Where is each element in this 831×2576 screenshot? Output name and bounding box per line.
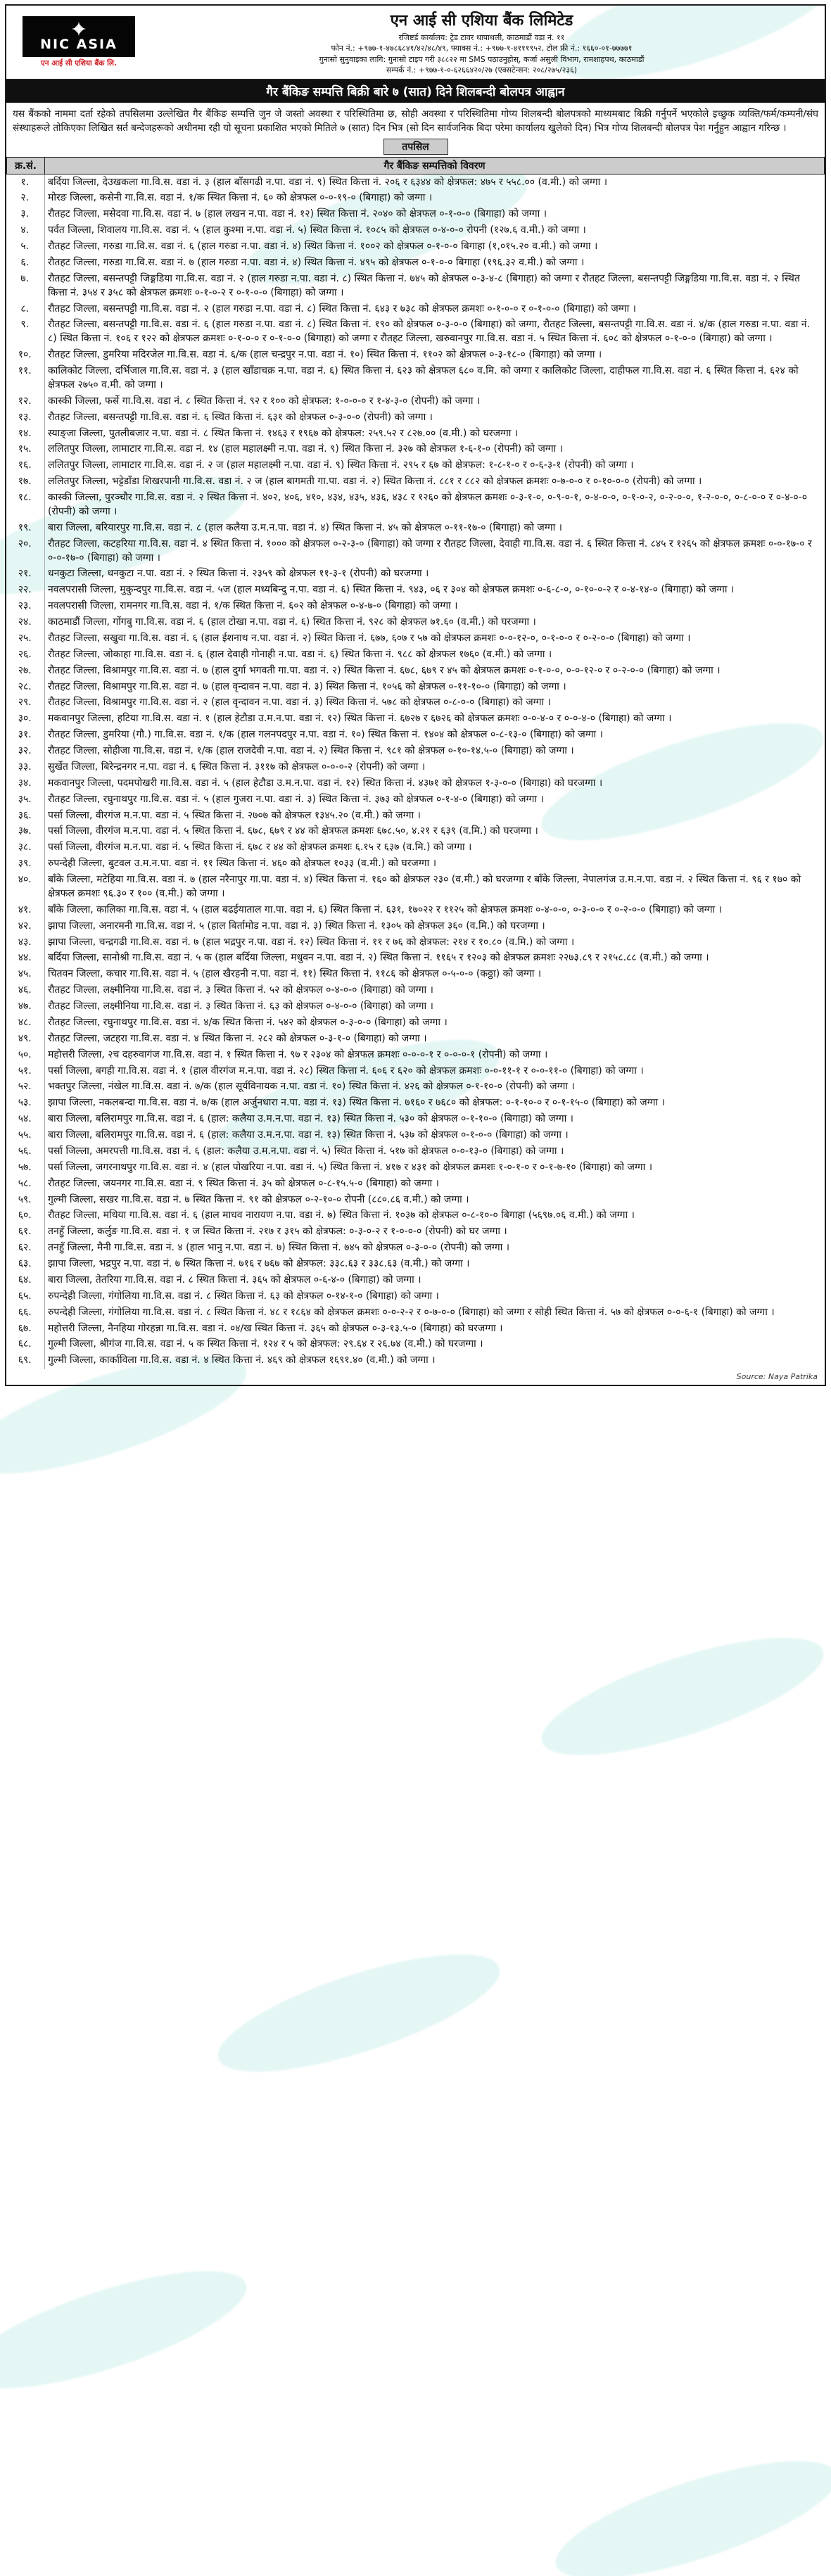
row-property-description: काठमाडौं जिल्ला, गोंगबु गा.वि.स. वडा नं. ६ (हाल टोखा न.पा. वडा नं. ६) स्थित कित्ता नं. ९२८ को क्षेत्रफल ७१.६० (व.मी.) को घरजग्गा । bbox=[48, 616, 536, 628]
row-property-description: पर्सा जिल्ला, वीरगंज म.न.पा. वडा नं. ५ स्थित कित्ता नं. २७०७ को क्षेत्रफल १३४५.२० (व.मी.) को जग्गा । bbox=[48, 809, 421, 821]
table-row bbox=[7, 902, 825, 918]
table-row bbox=[7, 1257, 825, 1273]
notice-page bbox=[5, 4, 826, 1386]
row-serial-number: १२. bbox=[7, 393, 45, 410]
table-row bbox=[7, 630, 825, 647]
row-serial-number: ४६. bbox=[7, 983, 45, 999]
row-property-description: गुल्मी जिल्ला, कार्काविला गा.वि.स. वडा नं. ४ स्थित कित्ता नं. ४६९ को क्षेत्रफल १६९१.४० (व.मी.) को जग्गा । bbox=[48, 1354, 436, 1366]
row-serial-number: १८. bbox=[7, 490, 45, 521]
row-property-description: रुपन्देही जिल्ला, बुटवल उ.म.न.पा. वडा नं. ११ स्थित कित्ता नं. ४६० को क्षेत्रफल १०३३ (व.मी.) को घरजग्गा । bbox=[48, 858, 437, 870]
row-property-description: रौतहट जिल्ला, विश्रामपुर गा.वि.स. वडा नं. ७ (हाल दुर्गा भगवती गा.पा. वडा नं. २) स्थित कित्ता नं. ६७८, ६७९ र ४५ को क्षेत्रफल क्रमशः ०-१-०-०, ०-०-१२-० र ०-२-०-० (बिगाहा) को जग्गा । bbox=[48, 664, 721, 676]
row-property-description: रौतहट जिल्ला, बसन्तपट्टी गा.वि.स. वडा नं. ६ (हाल गरुडा न.पा. वडा नं. ८) स्थित कित्ता नं. १९० को क्षेत्रफल ०-३-०-० (बिगाहा) को जग्गा, रौतहट जिल्ला, बसन्तपट्टी गा.वि.स. वडा नं. ४/क (हाल गरुडा न.पा. वडा नं. ८) स्थित कित्ता नं. १०६ र १२२ को क्षेत्रफल क्रमशः ०-१-०-० र ०-१-०-० (बिगाहा) को जग्गा र रौतहट जिल्ला, खरुवानपुर गा.वि.स. वडा नं. ५ स्थित कित्ता नं. ६०८ को क्षेत्रफल ०-१-०-० (बिगाहा) को जग्गा । bbox=[48, 319, 811, 345]
row-serial-number: ५५. bbox=[7, 1128, 45, 1144]
row-property-description: रौतहट जिल्ला, बसन्तपट्टी गा.वि.स. वडा नं. ६ स्थित कित्ता नं. ६३१ को क्षेत्रफल ०-३-०-० (रोपनी) को जग्गा । bbox=[48, 411, 433, 423]
row-serial-number: ५३. bbox=[7, 1096, 45, 1112]
logo-brand-text: NIC ASIA bbox=[40, 36, 118, 52]
table-row bbox=[7, 824, 825, 840]
row-property-description: रौतहट जिल्ला, डुमरिया (गौ.) गा.वि.स. वडा नं. १/क (हाल गलनपदपुर न.पा. वडा नं. १०) स्थित कित्ता नं. १४०४ को क्षेत्रफल ०-८-१३-० (बिगाहा) को जग्गा । bbox=[48, 729, 603, 741]
row-property-description: पर्सा जिल्ला, वीरगंज म.न.पा. वडा नं. ५ स्थित कित्ता नं. ६७८ र ४४ को क्षेत्रफल क्रमशः ६.१५ र ६३७ (व.मि.) को जग्गा । bbox=[48, 842, 472, 854]
row-property-description: मोरङ जिल्ला, कसेनी गा.वि.स. वडा नं. १/क स्थित कित्ता नं. ६० को क्षेत्रफल ०-०-१९-० (बिगाहा) को जग्गा । bbox=[48, 192, 433, 204]
table-row bbox=[7, 934, 825, 951]
row-serial-number: १९. bbox=[7, 520, 45, 536]
row-serial-number: ५७. bbox=[7, 1160, 45, 1176]
row-property-description: कास्की जिल्ला, पुरञ्चौर गा.वि.स. वडा नं. २ स्थित कित्ता नं. ४०२, ४०६, ४१०, ४३४, ४३५, ४३६, ४३८ र १२६० को क्षेत्रफल क्रमशः ०-३-१-०, ०-९-०-१, ०-४-०-०, ०-१-०-२, ०-२-०-०, १-२-०-०, ०-८-०-० र ०-४-०-० (रोपनी) को जग्गा । bbox=[48, 492, 808, 517]
row-serial-number: ५८. bbox=[7, 1176, 45, 1192]
row-property-description: रौतहट जिल्ला, रघुनाथपुर गा.वि.स. वडा नं. ५ (हाल गुजरा न.पा. वडा नं. ३) स्थित कित्ता नं. ३७३ को क्षेत्रफल ०-१-४-० (बिगाहा) को जग्गा । bbox=[48, 793, 544, 805]
table-row bbox=[7, 663, 825, 679]
row-serial-number: ३७. bbox=[7, 824, 45, 840]
row-serial-number: ६२. bbox=[7, 1241, 45, 1257]
table-row bbox=[7, 239, 825, 255]
row-property-description: कास्की जिल्ला, फर्से गा.वि.स. वडा नं. ८ स्थित कित्ता नं. ९२ र १०० को क्षेत्रफल: १-०-०-० र १-४-३-० (रोपनी) को जग्गा । bbox=[48, 395, 481, 407]
table-row bbox=[7, 1288, 825, 1305]
table-header-row bbox=[7, 158, 825, 175]
notice-header bbox=[6, 6, 825, 80]
row-serial-number: ३५. bbox=[7, 792, 45, 808]
row-serial-number: ३९. bbox=[7, 856, 45, 873]
tapasil-label: तपसिल bbox=[383, 139, 448, 155]
row-serial-number: १३. bbox=[7, 410, 45, 426]
row-serial-number: २६. bbox=[7, 647, 45, 663]
row-serial-number: १६. bbox=[7, 458, 45, 474]
row-serial-number: ६५. bbox=[7, 1288, 45, 1305]
table-row bbox=[7, 792, 825, 808]
row-serial-number: १०. bbox=[7, 348, 45, 364]
row-serial-number: ४९. bbox=[7, 1031, 45, 1047]
table-row bbox=[7, 566, 825, 583]
row-serial-number: ५४. bbox=[7, 1112, 45, 1128]
nic-asia-logo bbox=[12, 16, 146, 68]
row-property-description: रौतहट जिल्ला, बसन्तपट्टी गा.वि.स. वडा नं. २ (हाल गरुडा न.पा. वडा नं. ८) स्थित कित्ता नं. ६४३ र ७३८ को क्षेत्रफल क्रमशः ०-१-०-० र ०-१-०-० (बिगाहा) को जग्गा । bbox=[48, 303, 636, 315]
table-row bbox=[7, 271, 825, 301]
bank-name: एन आई सी एशिया बैंक लिमिटेड bbox=[390, 12, 573, 30]
row-property-description: रौतहट जिल्ला, सोहीजा गा.वि.स. वडा नं. १/क (हाल राजदेवी न.पा. वडा नं. २) स्थित कित्ता नं. ९८१ को क्षेत्रफल ०-१०-१४.५-० (बिगाहा) को जग्गा । bbox=[48, 745, 574, 757]
row-serial-number: २९. bbox=[7, 695, 45, 711]
row-property-description: ललितपुर जिल्ला, लामाटार गा.वि.स. वडा नं. १४ (हाल महालक्ष्मी न.पा. वडा नं. ९) स्थित कित्ता नं. ३२७ को क्षेत्रफल १-६-१-० (रोपनी) को जग्गा । bbox=[48, 443, 564, 455]
row-serial-number: ५. bbox=[7, 239, 45, 255]
row-property-description: रौतहट जिल्ला, जयनगर गा.वि.स. वडा नं. ९ स्थित कित्ता नं. ३५ को क्षेत्रफल ०-८-१५.५-० (बिगाहा) को जग्गा । bbox=[48, 1177, 439, 1189]
row-property-description: पर्वत जिल्ला, शिवालय गा.वि.स. वडा नं. ५ (हाल कुश्मा न.पा. वडा नं. ५) स्थित कित्ता नं. १०८५ को क्षेत्रफल ०-४-०-० रोपनी (१२७.६ व.मी.) को जग्गा । bbox=[48, 224, 586, 236]
table-row bbox=[7, 918, 825, 934]
column-header-sn: क्र.सं. bbox=[7, 158, 45, 175]
table-row bbox=[7, 775, 825, 792]
table-row bbox=[7, 364, 825, 394]
row-serial-number: १७. bbox=[7, 474, 45, 490]
table-row bbox=[7, 1063, 825, 1079]
table-row bbox=[7, 759, 825, 775]
table-row bbox=[7, 1337, 825, 1353]
table-row bbox=[7, 1176, 825, 1192]
row-property-description: झापा जिल्ला, नकलबन्दा गा.वि.स. वडा नं. ७/क (हाल अर्जुनधारा न.पा. वडा नं. १३) स्थित कित्ता नं. ७१६० र ७६८० को क्षेत्रफल: ०-१-१०-० र ०-१-१५-० (बिगाहा) को जग्गा । bbox=[48, 1097, 665, 1109]
table-row bbox=[7, 1096, 825, 1112]
row-serial-number: ३. bbox=[7, 207, 45, 223]
row-serial-number: २३. bbox=[7, 599, 45, 615]
row-property-description: रौतहट जिल्ला, मथिया गा.वि.स. वडा नं. ६ (हाल माधव नारायण न.पा. वडा नं. ७) स्थित कित्ता नं. १०३७ को क्षेत्रफल ०-८-१०-० बिगाहा (५६९७.०६ व.मी.) को जग्गा । bbox=[48, 1210, 635, 1222]
table-row bbox=[7, 1160, 825, 1176]
table-row bbox=[7, 317, 825, 348]
table-row bbox=[7, 1353, 825, 1369]
table-row bbox=[7, 474, 825, 490]
row-serial-number: ४५. bbox=[7, 967, 45, 983]
row-property-description: रौतहट जिल्ला, विश्रामपुर गा.वि.स. वडा नं. ७ (हाल वृन्दावन न.पा. वडा नं. ३) स्थित कित्ता नं. १०५६ को क्षेत्रफल ०-११-१०-० (बिगाहा) को जग्गा । bbox=[48, 680, 566, 692]
row-property-description: तनहुँ जिल्ला, मैनी गा.वि.स. वडा नं. ४ (हाल भानु न.पा. वडा नं. ७) स्थित कित्ता नं. ७४५ को क्षेत्रफल ०-३-०-० (रोपनी) को जग्गा । bbox=[48, 1242, 509, 1254]
row-serial-number: ४७. bbox=[7, 999, 45, 1015]
logo-tagline: एन आई सी एशिया बैंक लि. bbox=[41, 59, 117, 68]
table-row bbox=[7, 744, 825, 760]
notice-intro: यस बैंकको नाममा दर्ता रहेको तपसिलमा उल्लेखित गैर बैंकिङ सम्पत्ति जुन जे जस्तो अवस्था र परिस्थितिमा छ, सोही अवस्था र परिस्थितिमा गोप्य शिलबन्दी बोलपत्रको माध्यमबाट बिक्री गर्नुपर्ने भएकोले इच्छुक व्यक्ति/फर्म/कम्पनी/संघ संस्थाहरूले तोकिएका लिखित सर्त बन्देजहरूको अधीनमा रही यो सूचना प्रकाशित भएको मितिले ७ (सात) दिन भित्र (सो दिन सार्वजनिक बिदा परेमा कार्यालय खुलेको दिन) भित्र गोप्य शिलबन्दी बोलपत्र पेश गर्नुहुन आह्वान गरिन्छ । bbox=[13, 108, 818, 134]
table-row bbox=[7, 1241, 825, 1257]
row-serial-number: ८. bbox=[7, 301, 45, 317]
row-property-description: रौतहट जिल्ला, डुमरिया मदिरजेल गा.वि.स. वडा नं. ६/क (हाल चन्द्रपुर न.पा. वडा नं. १०) स्थित कित्ता नं. ११०२ को क्षेत्रफल ०-३-१८-० (बिगाहा) को जग्गा । bbox=[48, 349, 602, 361]
row-property-description: रौतहट जिल्ला, सखुवा गा.वि.स. वडा नं. ६ (हाल ईशनाथ न.पा. वडा नं. २) स्थित कित्ता नं. ६७७, ६०७ र ५७ को क्षेत्रफल क्रमशः ०-०-१२-०, ०-१-०-० र ०-२-०-० (बिगाहा) को जग्गा । bbox=[48, 632, 691, 644]
table-row bbox=[7, 223, 825, 239]
row-property-description: ललितपुर जिल्ला, लामाटार गा.वि.स. वडा नं. २ ज (हाल महालक्ष्मी न.पा. वडा नं. ९) स्थित कित्ता नं. २९५ र ६७ को क्षेत्रफल: १-८-१-० र ०-६-३-१ (रोपनी) को जग्गा । bbox=[48, 459, 634, 471]
row-serial-number: २०. bbox=[7, 536, 45, 566]
row-property-description: नवलपरासी जिल्ला, रामनगर गा.वि.स. वडा नं. १/क स्थित कित्ता नं. ६०२ को क्षेत्रफल ०-४-७-० (बिगाहा) को जग्गा । bbox=[48, 600, 458, 612]
table-row bbox=[7, 1128, 825, 1144]
row-property-description: मकवानपुर जिल्ला, हटिया गा.वि.स. वडा नं. १ (हाल हेटौडा उ.म.न.पा. वडा नं. १२) स्थित कित्ता नं. ६७२७ र ६७२६ को क्षेत्रफल क्रमशः ०-०-४-० र ०-०-४-० (बिगाहा) को जग्गा । bbox=[48, 713, 672, 725]
table-row bbox=[7, 695, 825, 711]
row-serial-number: ४४. bbox=[7, 951, 45, 967]
table-row bbox=[7, 856, 825, 873]
table-row bbox=[7, 951, 825, 967]
column-header-description: गैर बैंकिङ सम्पत्तिको विवरण bbox=[45, 158, 825, 175]
row-serial-number: २८. bbox=[7, 679, 45, 695]
row-property-description: रौतहट जिल्ला, जोकाहा गा.वि.स. वडा नं. ६ (हाल देवाही गोनाही न.पा. वडा नं. ६) स्थित कित्ता नं. ९८८ को क्षेत्रफल १७६० (व.मी.) को जग्गा । bbox=[48, 648, 552, 660]
row-property-description: स्याङ्जा जिल्ला, पुतलीबजार न.पा. वडा नं. ८ स्थित कित्ता नं. १४६३ र १९६७ को क्षेत्रफल: २५९.५२ र ८२७.०० (व.मी.) को घरजग्गा । bbox=[48, 427, 519, 439]
row-serial-number: ५२. bbox=[7, 1079, 45, 1096]
row-property-description: चितवन जिल्ला, कचार गा.वि.स. वडा नं. ५ (हाल खैरहनी न.पा. वडा नं. ११) स्थित कित्ता नं. ११८६ को क्षेत्रफल ०-५-०-० (कठ्ठा) को जग्गा । bbox=[48, 968, 542, 980]
notice-title: गैर बैंकिङ सम्पत्ति बिक्री बारे ७ (सात) दिने शिलबन्दी बोलपत्र आह्वान bbox=[6, 80, 825, 103]
row-property-description: रौतहट जिल्ला, मसेदवा गा.वि.स. वडा नं. ७ (हाल लखन न.पा. वडा नं. १२) स्थित कित्ता नं. २०४० को क्षेत्रफल ०-१-०-० (बिगाहा) को जग्गा । bbox=[48, 208, 547, 220]
row-property-description: झापा जिल्ला, भद्रपुर न.पा. वडा नं. ७ स्थित कित्ता नं. ७१६ र ७६७ को क्षेत्रफल: ३३८.६३ र ३३८.६३ (व.मी.) को जग्गा । bbox=[48, 1258, 470, 1270]
row-property-description: बर्दिया जिल्ला, सानोश्री गा.वि.स. वडा नं. ५ क (हाल बर्दिया जिल्ला, मधुवन न.पा. वडा नं. २) स्थित कित्ता नं. ११६५ र १२०३ को क्षेत्रफल क्रमशः २२७३.८९ र २१५८.८८ (व.मी.) को जग्गा । bbox=[48, 952, 709, 964]
row-serial-number: २५. bbox=[7, 630, 45, 647]
table-row bbox=[7, 679, 825, 695]
logo-box bbox=[23, 16, 135, 57]
row-property-description: पर्सा जिल्ला, वीरगंज म.न.पा. वडा नं. ५ स्थित कित्ता नं. ६७८, ६७९ र ४४ को क्षेत्रफल क्रमशः ६७८.५०, ४.२१ र ६३९ (व.मि.) को घरजग्गा । bbox=[48, 825, 538, 837]
row-serial-number: २१. bbox=[7, 566, 45, 583]
row-serial-number: २. bbox=[7, 191, 45, 207]
property-table bbox=[6, 157, 825, 1369]
table-row bbox=[7, 1015, 825, 1031]
row-property-description: रौतहट जिल्ला, रघुनाथपुर गा.वि.स. वडा नं. ४/क स्थित कित्ता नं. ५४२ को क्षेत्रफल ०-३-०-० (बिगाहा) को जग्गा । bbox=[48, 1016, 448, 1028]
row-serial-number: २४. bbox=[7, 615, 45, 631]
row-property-description: नवलपरासी जिल्ला, मुकुन्दपुर गा.वि.स. वडा नं. ५ज (हाल मध्यबिन्दु न.पा. वडा नं. ६) स्थित कित्ता नं. ९४३, ०६ र ३०४ को क्षेत्रफल क्रमशः ०-६-८-०, ०-१०-०-२ र ०-४-१४-० (बिगाहा) को जग्गा । bbox=[48, 584, 735, 596]
row-property-description: बर्दिया जिल्ला, देउखकला गा.वि.स. वडा नं. ३ (हाल बाँसगढी न.पा. वडा नं. ९) स्थित कित्ता नं. २०६ र ६३४४ को क्षेत्रफल: ४७५ र ५५८.०० (व.मी.) को जग्गा । bbox=[48, 176, 607, 188]
row-serial-number: ३८. bbox=[7, 840, 45, 856]
row-serial-number: ४. bbox=[7, 223, 45, 239]
row-serial-number: ३६. bbox=[7, 808, 45, 824]
table-row bbox=[7, 873, 825, 903]
row-property-description: महोत्तरी जिल्ला, नैनहिया गोरहन्ना गा.वि.स. वडा नं. ०४/ख स्थित कित्ता नं. ३६५ को क्षेत्रफल ०-३-१३.५-० (बिगाहा) को घरजग्गा । bbox=[48, 1322, 503, 1334]
row-serial-number: २२. bbox=[7, 583, 45, 599]
row-serial-number: ५०. bbox=[7, 1047, 45, 1063]
table-row bbox=[7, 999, 825, 1015]
table-row bbox=[7, 840, 825, 856]
row-property-description: धनकुटा जिल्ला, धनकुटा न.पा. वडा नं. २ स्थित कित्ता नं. २३५९ को क्षेत्रफल ११-३-१ (रोपनी) को घरजग्गा । bbox=[48, 568, 429, 580]
row-serial-number: ४२. bbox=[7, 918, 45, 934]
table-row bbox=[7, 1031, 825, 1047]
row-serial-number: ६. bbox=[7, 255, 45, 271]
row-property-description: बारा जिल्ला, बलिरामपुर गा.वि.स. वडा नं. ६ (हाल: कलैया उ.म.न.पा. वडा नं. १३) स्थित कित्ता नं. ५३७ को क्षेत्रफल ०-१-०-० (बिगाहा) को जग्गा । bbox=[48, 1129, 569, 1141]
table-row bbox=[7, 711, 825, 728]
table-row bbox=[7, 490, 825, 521]
table-row bbox=[7, 1047, 825, 1063]
row-property-description: ललितपुर जिल्ला, भट्टेडाँडा शिखरपानी गा.वि.स. वडा नं. २ ज (हाल बागमती गा.पा. वडा नं. २) स्थित कित्ता नं. ८८१ र ८८२ को क्षेत्रफल क्रमशः ०-७-०-० र ०-१०-०-० (रोपनी) को जग्गा । bbox=[48, 476, 702, 488]
table-row bbox=[7, 536, 825, 566]
row-property-description: रौतहट जिल्ला, जटहरा गा.वि.स. वडा नं. ४ स्थित कित्ता नं. २८२ को क्षेत्रफल ०-३-१-० (बिगाहा) को जग्गा । bbox=[48, 1032, 427, 1044]
table-row bbox=[7, 1305, 825, 1321]
row-serial-number: ६८. bbox=[7, 1337, 45, 1353]
row-property-description: पर्सा जिल्ला, जगरनाथपुर गा.वि.स. वडा नं. ४ (हाल पोखरिया न.पा. वडा नं. ५) स्थित कित्ता नं. ४१७ र ४३१ को क्षेत्रफल क्रमशः १-०-१-० र ०-१-७-१० (बिगाहा) को जग्गा । bbox=[48, 1161, 653, 1173]
row-serial-number: ६०. bbox=[7, 1208, 45, 1224]
row-property-description: गुल्मी जिल्ला, श्रीगंज गा.वि.स. वडा नं. ५ क स्थित कित्ता नं. १२४ र ५ को क्षेत्रफल: २९.६४ र २६.७४ (व.मी.) को घरजग्गा । bbox=[48, 1338, 483, 1350]
row-serial-number: ७. bbox=[7, 271, 45, 301]
table-row bbox=[7, 348, 825, 364]
row-serial-number: १. bbox=[7, 175, 45, 191]
row-property-description: मकवानपुर जिल्ला, पदमपोखरी गा.वि.स. वडा नं. ५ (हाल हेटौडा उ.म.न.पा. वडा नं. १२) स्थित कित्ता नं. ४३७१ को क्षेत्रफल १-३-०-० (बिगाहा) को घरजग्गा । bbox=[48, 777, 603, 789]
row-serial-number: ४३. bbox=[7, 934, 45, 951]
table-row bbox=[7, 393, 825, 410]
table-row bbox=[7, 583, 825, 599]
row-serial-number: ३१. bbox=[7, 728, 45, 744]
row-property-description: रुपन्देही जिल्ला, गंगोलिया गा.वि.स. वडा नं. ८ स्थित कित्ता नं. ४८ र १८६४ को क्षेत्रफल क्रमशः ०-०-२-२ र ०-७-०-० (बिगाहा) को जग्गा र सोही स्थित कित्ता नं. ५७ को क्षेत्रफल ०-०-६-१ (बिगाहा) को जग्गा । bbox=[48, 1306, 775, 1318]
row-property-description: रौतहट जिल्ला, बसन्तपट्टी जिङ्गडिया गा.वि.स. वडा नं. २ (हाल गरुडा न.पा. वडा नं. ८) स्थित कित्ता नं. ७४५ को क्षेत्रफल ०-३-४-८ (बिगाहा) को जग्गा र रौतहट जिल्ला, बसन्तपट्टी जिङ्गडिया गा.वि.स. वडा नं. २ स्थित कित्ता नं. ३५४ र ३५८ को क्षेत्रफल क्रमशः ०-१-०-२ र ०-१-०-० (बिगाहा) को जग्गा । bbox=[48, 272, 800, 298]
table-row bbox=[7, 615, 825, 631]
table-row bbox=[7, 301, 825, 317]
row-property-description: रौतहट जिल्ला, लक्ष्मीनिया गा.वि.स. वडा नं. ३ स्थित कित्ता नं. ५२ को क्षेत्रफल ०-४-०-० (बिगाहा) को जग्गा । bbox=[48, 984, 433, 996]
table-row bbox=[7, 1272, 825, 1288]
contact-line: सम्पर्क नं.: +९७७-१-०-६२६६४२०/२७ (एक्सटेन्सन: २०८/२७५/२३६) bbox=[386, 65, 578, 75]
table-row bbox=[7, 1192, 825, 1208]
row-property-description: झापा जिल्ला, अनारमनी गा.वि.स. वडा नं. ५ (हाल बिर्तामोड न.पा. वडा नं. ३) स्थित कित्ता नं. १३०५ को क्षेत्रफल ३६० (व.मि.) को घरजग्गा । bbox=[48, 920, 545, 932]
table-row bbox=[7, 1079, 825, 1096]
row-property-description: रौतहट जिल्ला, गरुडा गा.वि.स. वडा नं. ७ (हाल गरुडा न.पा. वडा नं. ४) स्थित कित्ता नं. ४९५ को क्षेत्रफल ०-१-०-० बिगाहा (१९६.३२ व.मी.) को जग्गा । bbox=[48, 256, 585, 268]
row-property-description: पर्सा जिल्ला, बगही गा.वि.स. वडा नं. १ (हाल वीरगंज म.न.पा. वडा नं. २८) स्थित कित्ता नं. ६०६ र ६२० को क्षेत्रफल क्रमशः ०-०-११-१ र ०-०-११-० (बिगाहा) को जग्गा । bbox=[48, 1065, 644, 1077]
row-serial-number: ४१. bbox=[7, 902, 45, 918]
row-property-description: तनहुँ जिल्ला, कर्लुङ गा.वि.स. वडा नं. १ ज स्थित कित्ता नं. २१७ र ३१५ को क्षेत्रफल: ०-३-०-२ र १-०-०-० (रोपनी) को घर जग्गा । bbox=[48, 1226, 507, 1238]
table-row bbox=[7, 458, 825, 474]
row-serial-number: ५६. bbox=[7, 1143, 45, 1160]
row-property-description: रुपन्देही जिल्ला, गंगोलिया गा.वि.स. वडा नं. ८ स्थित कित्ता नं. ६३ को क्षेत्रफल ०-१४-१-० (बिगाहा) को जग्गा । bbox=[48, 1290, 439, 1302]
table-row bbox=[7, 728, 825, 744]
row-property-description: बारा जिल्ला, बलिरामपुर गा.वि.स. वडा नं. ६ (हाल: कलैया उ.म.न.पा. वडा नं. १३) स्थित कित्ता नं. ५३० को क्षेत्रफल ०-१-१०-० (बिगाहा) को जग्गा । bbox=[48, 1113, 573, 1125]
row-property-description: बाँके जिल्ला, मटेहिया गा.वि.स. वडा नं. ७ (हाल नरैनापुर गा.पा. वडा नं. ४) स्थित कित्ता नं. १६० को क्षेत्रफल २३० (व.मी.) को घरजग्गा र बाँके जिल्ला, नेपालगंज उ.म.न.पा. वडा नं. २ स्थित कित्ता नं. ९६ र १७० को क्षेत्रफल क्रमशः ९६.३० र १०० (व.मी.) को जग्गा । bbox=[48, 874, 801, 899]
row-serial-number: ६७. bbox=[7, 1321, 45, 1337]
row-property-description: गुल्मी जिल्ला, सखर गा.वि.स. वडा नं. ७ स्थित कित्ता नं. ९१ को क्षेत्रफल ०-२-१०-० रोपनी (८८०.८६ व.मी.) को जग्गा । bbox=[48, 1193, 469, 1205]
row-serial-number: ३४. bbox=[7, 775, 45, 792]
row-property-description: रौतहट जिल्ला, कटहरिया गा.वि.स. वडा नं. ४ स्थित कित्ता नं. १००० को क्षेत्रफल ०-२-३-० (बिगाहा) को जग्गा र रौतहट जिल्ला, देवाही गा.वि.स. वडा नं. ६ स्थित कित्ता नं. ८४५ र १२६५ को क्षेत्रफल क्रमशः ०-०-१७-० र ०-०-१७-० (बिगाहा) को जग्गा । bbox=[48, 538, 812, 564]
header-center bbox=[146, 9, 818, 76]
row-serial-number: ६६. bbox=[7, 1305, 45, 1321]
row-serial-number: ९. bbox=[7, 317, 45, 348]
row-serial-number: ६१. bbox=[7, 1224, 45, 1241]
table-row bbox=[7, 1321, 825, 1337]
table-row bbox=[7, 983, 825, 999]
row-serial-number: १४. bbox=[7, 426, 45, 442]
row-property-description: रौतहट जिल्ला, गरुडा गा.वि.स. वडा नं. ६ (हाल गरुडा न.पा. वडा नं. ४) स्थित कित्ता नं. १००२ को क्षेत्रफल ०-१-०-० बिगाहा (१,०१५.२० व.मी.) को जग्गा । bbox=[48, 241, 598, 253]
row-serial-number: ६३. bbox=[7, 1257, 45, 1273]
row-property-description: कालिकोट जिल्ला, दर्भिजाल गा.वि.स. वडा नं. ३ (हाल खाँडाचक्र न.पा. वडा नं. ६) स्थित कित्ता नं. ६२३ को क्षेत्रफल ६८० व.मि. को जग्गा र कालिकोट जिल्ला, दाहीफल गा.वि.स. वडा नं. ६ स्थित कित्ता नं. ६२४ को क्षेत्रफल २७५० व.मी. को जग्गा । bbox=[48, 365, 799, 391]
row-serial-number: १५. bbox=[7, 442, 45, 458]
row-serial-number: ४८. bbox=[7, 1015, 45, 1031]
row-serial-number: ११. bbox=[7, 364, 45, 394]
table-row bbox=[7, 410, 825, 426]
source-credit: Source: Naya Patrika bbox=[736, 1371, 818, 1381]
row-property-description: बारा जिल्ला, बरियारपुर गा.वि.स. वडा नं. ८ (हाल कलैया उ.म.न.पा. वडा नं. ४) स्थित कित्ता नं. ४५ को क्षेत्रफल ०-११-१७-० (बिगाहा) को जग्गा । bbox=[48, 521, 562, 533]
table-row bbox=[7, 599, 825, 615]
table-row bbox=[7, 1112, 825, 1128]
star-icon bbox=[72, 22, 86, 36]
row-serial-number: ५९. bbox=[7, 1192, 45, 1208]
table-row bbox=[7, 967, 825, 983]
table-row bbox=[7, 191, 825, 207]
phone-line: फोन नं.: +९७७-१-४७८६८४१/४२/४८/४९, फ्याक्स नं.: +९७७-१-४१११९५२, टोल फ्री नं.: १६६०-०१-७७७७१ bbox=[331, 44, 633, 53]
row-property-description: रौतहट जिल्ला, विश्रामपुर गा.वि.स. वडा नं. २ (हाल वृन्दावन न.पा. वडा नं. ३) स्थित कित्ता नं. ५७८ को क्षेत्रफल ०-८-०-० (बिगाहा) को जग्गा । bbox=[48, 697, 551, 709]
table-row bbox=[7, 520, 825, 536]
row-serial-number: ४०. bbox=[7, 873, 45, 903]
row-property-description: बारा जिल्ला, तेतरिया गा.वि.स. वडा नं. ८ स्थित कित्ता नं. ३६५ को क्षेत्रफल ०-६-४-० (बिगाहा) को जग्गा । bbox=[48, 1274, 421, 1286]
table-row bbox=[7, 1224, 825, 1241]
row-serial-number: ५१. bbox=[7, 1063, 45, 1079]
table-row bbox=[7, 647, 825, 663]
table-row bbox=[7, 175, 825, 191]
table-row bbox=[7, 808, 825, 824]
row-serial-number: ३२. bbox=[7, 744, 45, 760]
table-row bbox=[7, 207, 825, 223]
row-property-description: रौतहट जिल्ला, लक्ष्मीनिया गा.वि.स. वडा नं. ३ स्थित कित्ता नं. ६३ को क्षेत्रफल ०-४-०-० (बिगाहा) को जग्गा । bbox=[48, 1001, 433, 1013]
table-row bbox=[7, 442, 825, 458]
table-row bbox=[7, 426, 825, 442]
grievance-line: गुनासो सुनुवाइका लागि: गुनासो टाइप गरी ३८८२२ मा SMS पठाउनुहोस्, कर्जा असुली विभाग, रामशाहपथ, काठमाडौं bbox=[319, 54, 645, 64]
row-serial-number: ६४. bbox=[7, 1272, 45, 1288]
table-row bbox=[7, 1143, 825, 1160]
row-serial-number: ३०. bbox=[7, 711, 45, 728]
row-property-description: बाँके जिल्ला, कालिका गा.वि.स. वडा नं. ५ (हाल बढईयाताल गा.पा. वडा नं. ६) स्थित कित्ता नं. ६३१, १७०२२ र ११२५ को क्षेत्रफल क्रमशः ०-४-०-०, ०-३-०-० र ०-२-०-० (बिगाहा) को जग्गा । bbox=[48, 903, 722, 915]
row-property-description: झापा जिल्ला, चन्द्रगढी गा.वि.स. वडा नं. ७ (हाल भद्रपुर न.पा. वडा नं. १२) स्थित कित्ता नं. ११ र ७६ को क्षेत्रफल: २१४ र १०.८० (व.मि.) को जग्गा । bbox=[48, 936, 575, 948]
row-property-description: सुर्खेत जिल्ला, बिरेन्द्रनगर न.पा. वडा नं. ६ स्थित कित्ता नं. ३११७ को क्षेत्रफल ०-०-०-२ (रोपनी) को जग्गा । bbox=[48, 761, 426, 773]
row-serial-number: २७. bbox=[7, 663, 45, 679]
row-serial-number: ३३. bbox=[7, 759, 45, 775]
row-property-description: महोत्तरी जिल्ला, २च दहरुवागंज गा.वि.स. वडा नं. १ स्थित कित्ता नं. ९७ र २३०४ को क्षेत्रफल क्रमशः ०-०-०-१ र ०-०-०-१ (रोपनी) को जग्गा । bbox=[48, 1048, 548, 1060]
row-property-description: भक्तपुर जिल्ला, नंखेल गा.वि.स. वडा नं. ७/क (हाल सूर्यविनायक न.पा. वडा नं. १०) स्थित कित्ता नं. ४२६ को क्षेत्रफल ०-१-१०-० (रोपनी) को जग्गा । bbox=[48, 1081, 575, 1093]
row-serial-number: ६९. bbox=[7, 1353, 45, 1369]
table-row bbox=[7, 255, 825, 271]
table-row bbox=[7, 1208, 825, 1224]
row-property-description: पर्सा जिल्ला, अमरपत्ती गा.वि.स. वडा नं. ६ (हाल: कलैया उ.म.न.पा. वडा नं. ५) स्थित कित्ता नं. ५१७ को क्षेत्रफल ०-०-१३-० (बिगाहा) को जग्गा । bbox=[48, 1145, 564, 1157]
registered-office-line: रजिष्टर्ड कार्यालय: ट्रेड टावर थापाथली, काठमाडौं वडा नं. ११ bbox=[398, 33, 565, 42]
